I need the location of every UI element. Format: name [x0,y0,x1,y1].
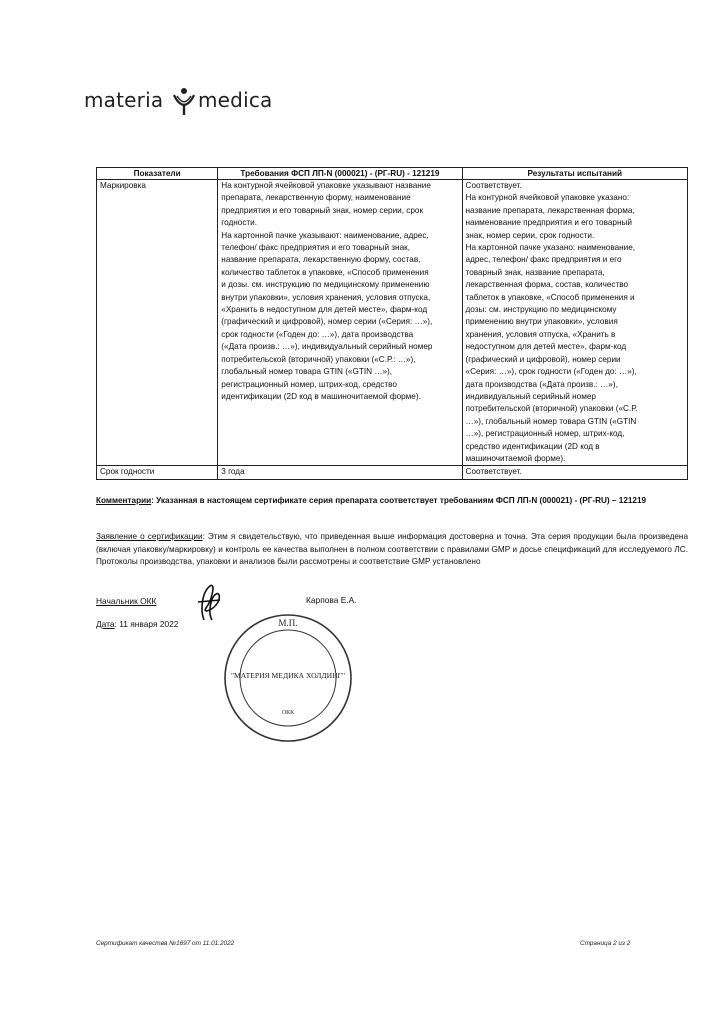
date-label: Дата [96,619,115,629]
result-line: (графический и цифровой), номер серии [465,354,621,364]
comments-paragraph [96,495,688,508]
statement-paragraph [96,531,688,569]
logo-text-left: materia [84,88,164,112]
stamp-bottom-text: ОКК [281,710,295,716]
result-line: потребительской (вторичной) упаковки («С.Р. [465,404,638,414]
result-line: название препарата, лекарственная форма, [465,205,635,215]
result-line: машиночитаемой форме). [465,453,566,463]
req-line: (графический и цифровой), номер серии («Серия: …»), [221,317,433,327]
comments-label: Комментарии [96,496,152,505]
stamp-center-text: "МАТЕРИЯ МЕДИКА ХОЛДИНГ" [230,671,346,680]
company-stamp-icon [222,612,354,744]
req-line: На картонной пачке указывают: наименование, адрес, [221,230,429,240]
statement-text: : Этим я свидетельствую, что приведенная выше информация достоверна и точна. Эта серия продукции была произведена (включая упаковку/маркировку) и контроль ее качества выполнен в полном соответствии с правилами GMP и досье спецификаций для исследуемого ЛС. Протоколы производства, упаковки и анализов были рассмотрены и соответствие GMP установлено [96,532,688,567]
table-row [97,180,688,466]
param-cell: Маркировка [97,180,218,466]
result-line: Соответствует. [465,467,522,477]
req-cell [218,180,462,466]
req-line: внутри упаковки», условия хранения, условия отпуска, [221,292,431,302]
result-cell [462,466,687,479]
y-figure-icon [172,86,196,116]
comments-text: : Указанная в настоящем сертификате серия препарата соответствует требованиям ФСП ЛП-N (000021) - (РГ-RU) – 121219 [151,496,647,505]
req-line: («Дата произв.: …»), индивидуальный серийный номер [221,342,433,352]
footer-page-number: Страница 2 из 2 [580,940,631,947]
statement-label: Заявление о сертификации [96,532,203,541]
date-value: : 11 января 2022 [114,619,179,629]
req-line: препарата, лекарственную форму, наименование [221,193,411,203]
header-results: Результаты испытаний [462,168,687,180]
req-line: идентификации (2D код в машиночитаемой форме). [221,391,421,401]
req-line: количество таблеток в упаковке, «Способ применения [221,267,429,277]
result-line: дата производства («Дата произв.: …»), [465,379,618,389]
req-line: годности. [221,218,258,228]
req-line: потребительской (вторичной) упаковки («С.Р.: …»), [221,354,416,364]
signatory-name: Карпова Е.А. [306,595,357,605]
req-line: срок годности («Годен до: …»), дата производства [221,329,414,339]
stamp-top-text: М.П. [278,618,298,628]
result-line: дозы: см. инструкцию по медицинскому [465,305,617,315]
spec-table [96,167,688,480]
logo-text-right: medica [198,88,273,112]
result-line: Соответствует. [465,181,522,190]
req-line: 3 года [221,467,245,477]
signatory-label: Начальник ОКК [96,596,157,606]
result-line: хранения, условия отпуска, «Хранить в [465,329,616,339]
result-line: знак, номер серии, срок годности. [465,230,595,240]
header-parameter: Показатели [97,168,218,180]
param-cell: Срок годности [97,466,218,479]
req-line: и дозы. см. инструкцию по медицинскому применению [221,280,430,290]
result-line: наименование предприятия и его товарный [465,218,632,228]
table-row [97,466,688,479]
result-line: …»), глобальный номер товара GTIN («GTIN [465,416,637,426]
result-line: средство идентификации (2D код в [465,441,600,451]
table-header-row [97,168,688,180]
result-line: На контурной ячейковой упаковке указано: [465,193,630,203]
result-line: применению внутри упаковки», условия [465,317,618,327]
header-requirements: Требования ФСП ЛП-N (000021) - (РГ-RU) - 121219 [218,168,462,180]
req-line: На контурной ячейковой упаковке указывают название [221,181,431,190]
result-line: товарный знак, название препарата, [465,267,605,277]
result-cell [462,180,687,466]
req-line: предприятия и его товарный знак, номер серии, срок [221,205,424,215]
req-line: «Хранить в недоступном для детей месте», фарм-код [221,305,428,315]
result-line: «Серия: …»), срок годности («Годен до: …»), [465,367,637,377]
result-line: лекарственная форма, состав, количество [465,280,629,290]
result-line: таблеток в упаковке, «Способ применения и [465,292,635,302]
result-line: индивидуальный серийный номер [465,391,596,401]
req-cell [218,466,462,479]
result-line: …»), регистрационный номер, штрих-код, [465,429,625,439]
footer-certificate: Сертификат качества №1697 от 11.01.2022 [96,940,235,947]
date-row [96,619,178,629]
req-line: глобальный номер товара GTIN («GTIN …»), [221,367,393,377]
result-line: адрес, телефон/ факс предприятия и его [465,255,622,265]
result-line: недоступном для детей месте», фарм-код [465,342,627,352]
req-line: регистрационный номер, штрих-код, средство [221,379,397,389]
req-line: название препарата, лекарственную форму, состав, [221,255,421,265]
req-line: телефон/ факс предприятия и его товарный знак, [221,243,410,253]
result-line: На картонной пачке указано: наименование, [465,243,636,253]
